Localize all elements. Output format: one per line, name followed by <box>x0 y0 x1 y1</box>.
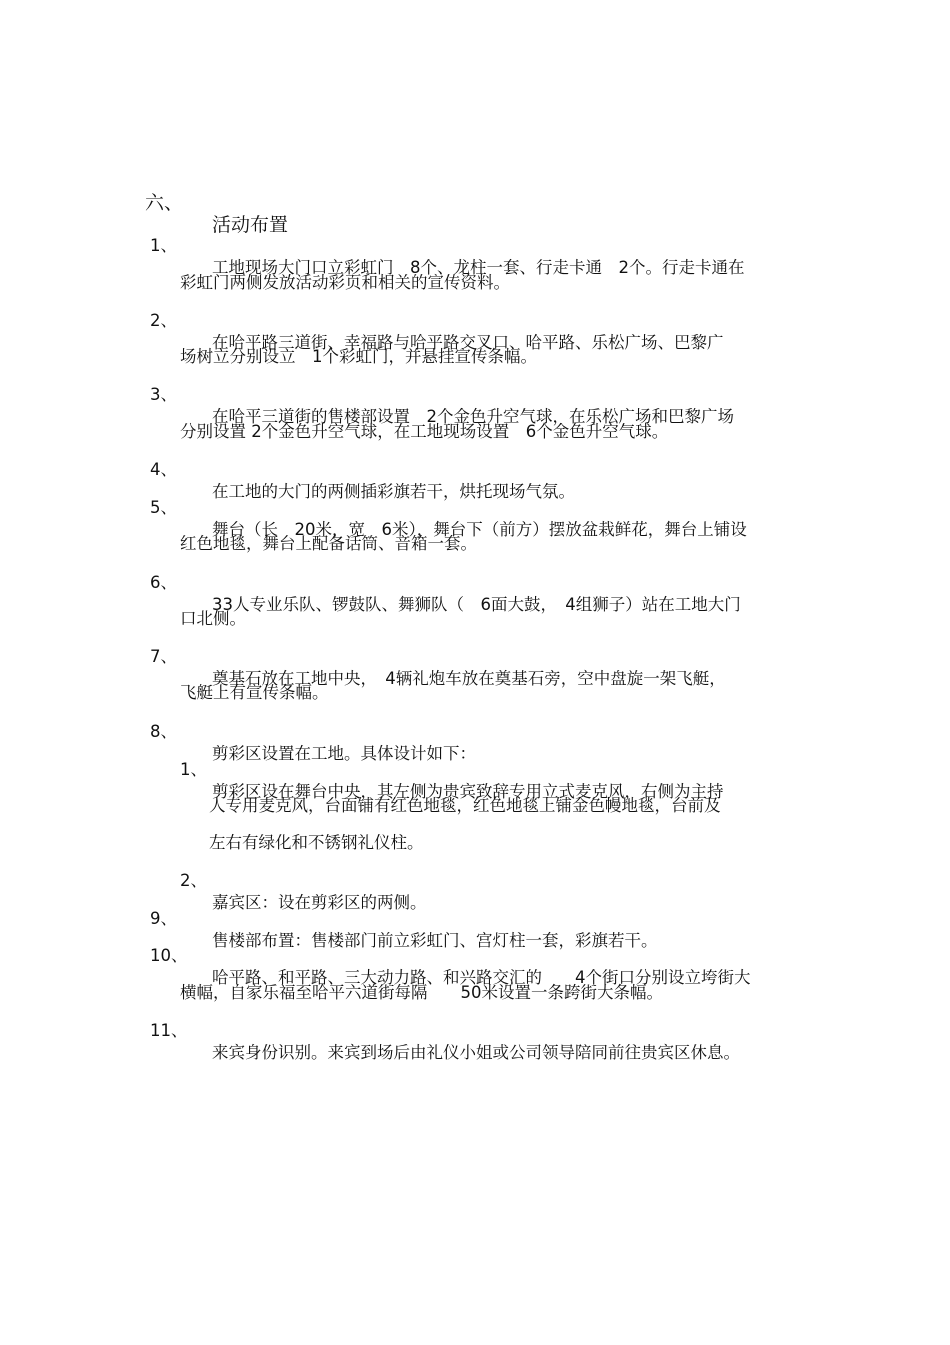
subitem-number: 1、 <box>180 760 207 779</box>
item-text: 在工地的大门的两侧插彩旗若干，烘托现场气氛。 <box>212 482 575 501</box>
subitem-text: 嘉宾区：设在剪彩区的两侧。 <box>212 893 427 912</box>
item-text: 场树立分别设立 1个彩虹门，并悬挂宣传条幅。 <box>180 347 537 366</box>
item-text: 33人专业乐队、锣鼓队、舞狮队（ 6面大鼓， 4组狮子）站在工地大门 <box>212 595 741 614</box>
item-number: 9、 <box>150 909 177 928</box>
item-number: 3、 <box>150 385 177 404</box>
subitem-text: 左右有绿化和不锈钢礼仪柱。 <box>209 833 424 852</box>
item-text: 飞艇上有宣传条幅。 <box>180 683 329 702</box>
item-number: 8、 <box>150 722 177 741</box>
item-number: 2、 <box>150 311 177 330</box>
item-text: 分别设置 2个金色升空气球，在工地现场设置 6个金色升空气球。 <box>180 422 669 441</box>
item-text: 来宾身份识别。来宾到场后由礼仪小姐或公司领导陪同前往贵宾区休息。 <box>212 1043 740 1062</box>
item-number: 10、 <box>150 946 188 965</box>
item-number: 1、 <box>150 236 177 255</box>
item-number: 7、 <box>150 647 177 666</box>
item-text: 在哈平三道街的售楼部设置 2个金色升空气球，在乐松广场和巴黎广场 <box>212 407 734 426</box>
item-number: 6、 <box>150 573 177 592</box>
item-text: 横幅，自家乐福至哈平六道街每隔 50米设置一条跨街大条幅。 <box>180 983 663 1002</box>
item-text: 舞台（长 20米，宽 6米），舞台下（前方）摆放盆栽鲜花，舞台上铺设 <box>212 520 747 539</box>
item-number: 11、 <box>150 1021 188 1040</box>
item-number: 5、 <box>150 498 177 517</box>
section-number: 六、 <box>145 192 184 214</box>
list-item <box>0 998 950 1086</box>
item-number: 4、 <box>150 460 177 479</box>
item-text: 红色地毯，舞台上配备话筒、音箱一套。 <box>180 534 477 553</box>
item-text: 剪彩区设置在工地。具体设计如下： <box>212 744 476 763</box>
item-text: 工地现场大门口立彩虹门 8个、龙柱一套、行走卡通 2个。行走卡通在 <box>212 258 745 277</box>
subitem-text: 剪彩区设在舞台中央，其左侧为贵宾致辞专用立式麦克风，右侧为主持 <box>212 782 724 801</box>
item-text: 奠基石放在工地中央， 4辆礼炮车放在奠基石旁，空中盘旋一架飞艇， <box>212 669 726 688</box>
subitem-number: 2、 <box>180 871 207 890</box>
item-text: 在哈平路三道街、幸福路与哈平路交叉口、哈平路、乐松广场、巴黎广 <box>212 333 724 352</box>
item-text: 口北侧。 <box>180 609 246 628</box>
section-title: 活动布置 <box>212 214 289 236</box>
subitem-text: 人专用麦克风，台面铺有红色地毯，红色地毯上铺金色幔地毯，台前及 <box>209 796 721 815</box>
item-text: 彩虹门两侧发放活动彩页和相关的宣传资料。 <box>180 273 510 292</box>
item-text: 售楼部布置：售楼部门前立彩虹门、宫灯柱一套，彩旗若干。 <box>212 931 658 950</box>
item-text: 哈平路、和平路、三大动力路、和兴路交汇的 4个街口分别设立垮街大 <box>212 968 751 987</box>
